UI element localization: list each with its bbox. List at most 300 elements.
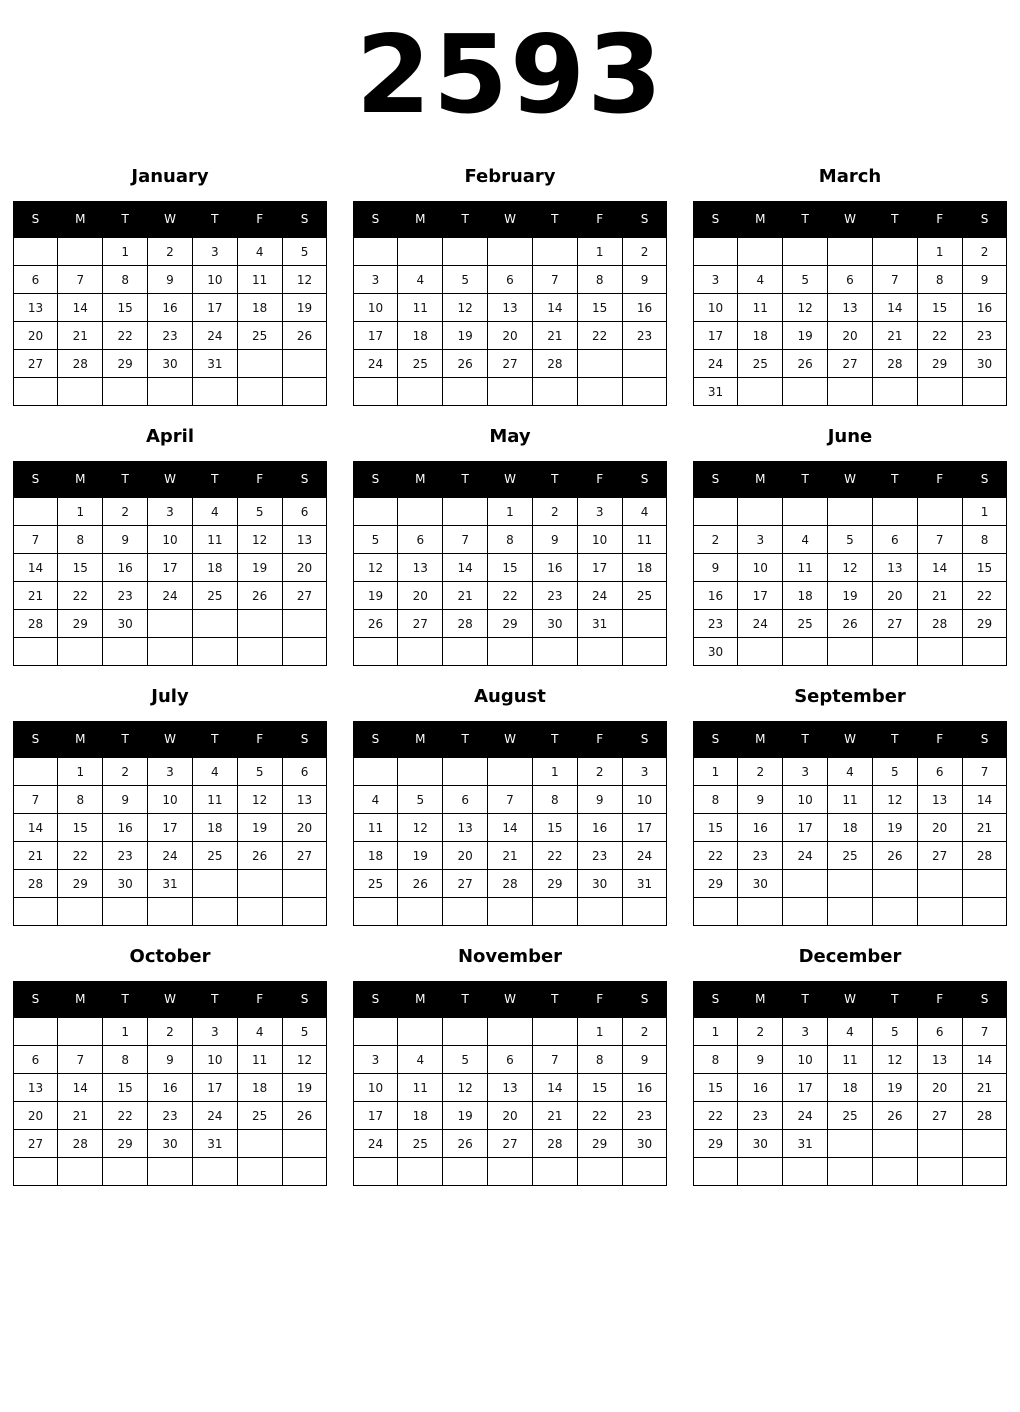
day-cell[interactable]: 27 [488, 1130, 533, 1158]
day-cell[interactable]: 28 [488, 870, 533, 898]
day-cell[interactable]: 19 [443, 322, 488, 350]
day-cell[interactable]: 16 [693, 582, 738, 610]
day-cell[interactable]: 4 [353, 786, 398, 814]
day-cell[interactable]: 15 [488, 554, 533, 582]
day-cell[interactable]: 6 [872, 526, 917, 554]
day-cell[interactable]: 7 [13, 786, 58, 814]
day-cell[interactable]: 6 [13, 266, 58, 294]
day-cell[interactable]: 13 [13, 1074, 58, 1102]
day-cell[interactable]: 10 [738, 554, 783, 582]
day-cell[interactable]: 22 [103, 322, 148, 350]
day-cell[interactable]: 17 [353, 1102, 398, 1130]
day-cell[interactable]: 4 [192, 498, 237, 526]
day-cell[interactable]: 4 [237, 1018, 282, 1046]
day-cell[interactable]: 17 [693, 322, 738, 350]
day-cell[interactable]: 14 [962, 786, 1007, 814]
day-cell[interactable]: 20 [488, 1102, 533, 1130]
day-cell[interactable]: 24 [783, 1102, 828, 1130]
day-cell[interactable]: 4 [738, 266, 783, 294]
day-cell[interactable]: 3 [693, 266, 738, 294]
day-cell[interactable]: 5 [282, 1018, 327, 1046]
day-cell[interactable]: 30 [738, 1130, 783, 1158]
day-cell[interactable]: 24 [738, 610, 783, 638]
day-cell[interactable]: 22 [577, 322, 622, 350]
day-cell[interactable]: 12 [872, 786, 917, 814]
day-cell[interactable]: 13 [282, 526, 327, 554]
day-cell[interactable]: 27 [917, 1102, 962, 1130]
day-cell[interactable]: 22 [103, 1102, 148, 1130]
day-cell[interactable]: 1 [962, 498, 1007, 526]
day-cell[interactable]: 8 [488, 526, 533, 554]
day-cell[interactable]: 10 [693, 294, 738, 322]
day-cell[interactable]: 16 [622, 1074, 667, 1102]
day-cell[interactable]: 25 [783, 610, 828, 638]
day-cell[interactable]: 17 [353, 322, 398, 350]
day-cell[interactable]: 28 [443, 610, 488, 638]
day-cell[interactable]: 19 [282, 1074, 327, 1102]
day-cell[interactable]: 30 [693, 638, 738, 666]
day-cell[interactable]: 28 [532, 1130, 577, 1158]
day-cell[interactable]: 4 [237, 238, 282, 266]
day-cell[interactable]: 27 [13, 1130, 58, 1158]
day-cell[interactable]: 30 [103, 870, 148, 898]
day-cell[interactable]: 24 [192, 322, 237, 350]
day-cell[interactable]: 28 [13, 870, 58, 898]
day-cell[interactable]: 12 [783, 294, 828, 322]
day-cell[interactable]: 20 [282, 814, 327, 842]
day-cell[interactable]: 16 [962, 294, 1007, 322]
day-cell[interactable]: 24 [192, 1102, 237, 1130]
day-cell[interactable]: 19 [872, 1074, 917, 1102]
day-cell[interactable]: 3 [353, 1046, 398, 1074]
day-cell[interactable]: 27 [282, 582, 327, 610]
day-cell[interactable]: 2 [738, 758, 783, 786]
day-cell[interactable]: 21 [13, 582, 58, 610]
day-cell[interactable]: 7 [488, 786, 533, 814]
day-cell[interactable]: 9 [738, 1046, 783, 1074]
day-cell[interactable]: 31 [783, 1130, 828, 1158]
day-cell[interactable]: 23 [148, 1102, 193, 1130]
day-cell[interactable]: 25 [353, 870, 398, 898]
day-cell[interactable]: 17 [192, 294, 237, 322]
day-cell[interactable]: 30 [148, 350, 193, 378]
day-cell[interactable]: 14 [917, 554, 962, 582]
day-cell[interactable]: 8 [693, 1046, 738, 1074]
day-cell[interactable]: 15 [693, 814, 738, 842]
day-cell[interactable]: 9 [577, 786, 622, 814]
day-cell[interactable]: 25 [828, 1102, 873, 1130]
day-cell[interactable]: 13 [488, 294, 533, 322]
day-cell[interactable]: 31 [148, 870, 193, 898]
day-cell[interactable]: 5 [237, 758, 282, 786]
day-cell[interactable]: 31 [693, 378, 738, 406]
day-cell[interactable]: 13 [13, 294, 58, 322]
day-cell[interactable]: 16 [103, 814, 148, 842]
day-cell[interactable]: 3 [783, 1018, 828, 1046]
day-cell[interactable]: 4 [828, 758, 873, 786]
day-cell[interactable]: 20 [488, 322, 533, 350]
day-cell[interactable]: 28 [962, 1102, 1007, 1130]
day-cell[interactable]: 19 [783, 322, 828, 350]
day-cell[interactable]: 7 [872, 266, 917, 294]
day-cell[interactable]: 18 [192, 814, 237, 842]
day-cell[interactable]: 21 [58, 1102, 103, 1130]
day-cell[interactable]: 23 [103, 842, 148, 870]
day-cell[interactable]: 20 [282, 554, 327, 582]
day-cell[interactable]: 9 [962, 266, 1007, 294]
day-cell[interactable]: 12 [398, 814, 443, 842]
day-cell[interactable]: 21 [58, 322, 103, 350]
day-cell[interactable]: 27 [917, 842, 962, 870]
day-cell[interactable]: 26 [237, 842, 282, 870]
day-cell[interactable]: 7 [13, 526, 58, 554]
day-cell[interactable]: 17 [192, 1074, 237, 1102]
day-cell[interactable]: 13 [917, 1046, 962, 1074]
day-cell[interactable]: 5 [443, 266, 488, 294]
day-cell[interactable]: 21 [532, 1102, 577, 1130]
day-cell[interactable]: 15 [917, 294, 962, 322]
day-cell[interactable]: 6 [488, 1046, 533, 1074]
day-cell[interactable]: 9 [103, 786, 148, 814]
day-cell[interactable]: 6 [282, 498, 327, 526]
day-cell[interactable]: 7 [962, 758, 1007, 786]
day-cell[interactable]: 6 [443, 786, 488, 814]
day-cell[interactable]: 8 [917, 266, 962, 294]
day-cell[interactable]: 15 [103, 294, 148, 322]
day-cell[interactable]: 1 [58, 758, 103, 786]
day-cell[interactable]: 15 [58, 814, 103, 842]
day-cell[interactable]: 17 [148, 814, 193, 842]
day-cell[interactable]: 19 [443, 1102, 488, 1130]
day-cell[interactable]: 6 [398, 526, 443, 554]
day-cell[interactable]: 26 [398, 870, 443, 898]
day-cell[interactable]: 25 [192, 582, 237, 610]
day-cell[interactable]: 22 [962, 582, 1007, 610]
day-cell[interactable]: 8 [532, 786, 577, 814]
day-cell[interactable]: 30 [622, 1130, 667, 1158]
day-cell[interactable]: 12 [443, 294, 488, 322]
day-cell[interactable]: 18 [192, 554, 237, 582]
day-cell[interactable]: 16 [148, 294, 193, 322]
day-cell[interactable]: 28 [13, 610, 58, 638]
day-cell[interactable]: 30 [577, 870, 622, 898]
day-cell[interactable]: 7 [532, 266, 577, 294]
day-cell[interactable]: 26 [443, 1130, 488, 1158]
day-cell[interactable]: 3 [738, 526, 783, 554]
day-cell[interactable]: 18 [237, 294, 282, 322]
day-cell[interactable]: 20 [872, 582, 917, 610]
day-cell[interactable]: 10 [577, 526, 622, 554]
day-cell[interactable]: 6 [488, 266, 533, 294]
day-cell[interactable]: 18 [783, 582, 828, 610]
day-cell[interactable]: 19 [237, 554, 282, 582]
day-cell[interactable]: 5 [353, 526, 398, 554]
day-cell[interactable]: 1 [693, 758, 738, 786]
day-cell[interactable]: 21 [443, 582, 488, 610]
day-cell[interactable]: 20 [828, 322, 873, 350]
day-cell[interactable]: 7 [962, 1018, 1007, 1046]
day-cell[interactable]: 1 [103, 238, 148, 266]
day-cell[interactable]: 5 [443, 1046, 488, 1074]
day-cell[interactable]: 16 [148, 1074, 193, 1102]
day-cell[interactable]: 2 [148, 1018, 193, 1046]
day-cell[interactable]: 2 [693, 526, 738, 554]
day-cell[interactable]: 7 [58, 266, 103, 294]
day-cell[interactable]: 9 [622, 1046, 667, 1074]
day-cell[interactable]: 16 [738, 814, 783, 842]
day-cell[interactable]: 15 [58, 554, 103, 582]
day-cell[interactable]: 3 [622, 758, 667, 786]
day-cell[interactable]: 12 [353, 554, 398, 582]
day-cell[interactable]: 27 [488, 350, 533, 378]
day-cell[interactable]: 14 [872, 294, 917, 322]
day-cell[interactable]: 4 [783, 526, 828, 554]
day-cell[interactable]: 5 [828, 526, 873, 554]
day-cell[interactable]: 24 [148, 582, 193, 610]
day-cell[interactable]: 19 [398, 842, 443, 870]
day-cell[interactable]: 29 [577, 1130, 622, 1158]
day-cell[interactable]: 4 [192, 758, 237, 786]
day-cell[interactable]: 2 [962, 238, 1007, 266]
day-cell[interactable]: 14 [532, 1074, 577, 1102]
day-cell[interactable]: 25 [738, 350, 783, 378]
day-cell[interactable]: 30 [962, 350, 1007, 378]
day-cell[interactable]: 17 [622, 814, 667, 842]
day-cell[interactable]: 5 [237, 498, 282, 526]
day-cell[interactable]: 18 [622, 554, 667, 582]
day-cell[interactable]: 10 [783, 1046, 828, 1074]
day-cell[interactable]: 30 [148, 1130, 193, 1158]
day-cell[interactable]: 19 [828, 582, 873, 610]
day-cell[interactable]: 29 [103, 1130, 148, 1158]
day-cell[interactable]: 25 [398, 1130, 443, 1158]
day-cell[interactable]: 15 [577, 294, 622, 322]
day-cell[interactable]: 10 [148, 526, 193, 554]
day-cell[interactable]: 28 [917, 610, 962, 638]
day-cell[interactable]: 27 [443, 870, 488, 898]
day-cell[interactable]: 28 [532, 350, 577, 378]
day-cell[interactable]: 9 [738, 786, 783, 814]
day-cell[interactable]: 18 [353, 842, 398, 870]
day-cell[interactable]: 15 [693, 1074, 738, 1102]
day-cell[interactable]: 12 [237, 786, 282, 814]
day-cell[interactable]: 17 [148, 554, 193, 582]
day-cell[interactable]: 5 [783, 266, 828, 294]
day-cell[interactable]: 7 [443, 526, 488, 554]
day-cell[interactable]: 20 [443, 842, 488, 870]
day-cell[interactable]: 13 [828, 294, 873, 322]
day-cell[interactable]: 1 [577, 238, 622, 266]
day-cell[interactable]: 14 [13, 554, 58, 582]
day-cell[interactable]: 15 [103, 1074, 148, 1102]
day-cell[interactable]: 14 [13, 814, 58, 842]
day-cell[interactable]: 9 [148, 266, 193, 294]
day-cell[interactable]: 13 [282, 786, 327, 814]
day-cell[interactable]: 21 [532, 322, 577, 350]
day-cell[interactable]: 2 [622, 238, 667, 266]
day-cell[interactable]: 11 [622, 526, 667, 554]
day-cell[interactable]: 6 [828, 266, 873, 294]
day-cell[interactable]: 23 [693, 610, 738, 638]
day-cell[interactable]: 24 [783, 842, 828, 870]
day-cell[interactable]: 3 [783, 758, 828, 786]
day-cell[interactable]: 22 [532, 842, 577, 870]
day-cell[interactable]: 25 [237, 1102, 282, 1130]
day-cell[interactable]: 6 [917, 758, 962, 786]
day-cell[interactable]: 8 [962, 526, 1007, 554]
day-cell[interactable]: 29 [103, 350, 148, 378]
day-cell[interactable]: 24 [353, 1130, 398, 1158]
day-cell[interactable]: 13 [872, 554, 917, 582]
day-cell[interactable]: 5 [282, 238, 327, 266]
day-cell[interactable]: 17 [577, 554, 622, 582]
day-cell[interactable]: 18 [398, 322, 443, 350]
day-cell[interactable]: 1 [103, 1018, 148, 1046]
day-cell[interactable]: 23 [148, 322, 193, 350]
day-cell[interactable]: 1 [917, 238, 962, 266]
day-cell[interactable]: 15 [532, 814, 577, 842]
day-cell[interactable]: 26 [237, 582, 282, 610]
day-cell[interactable]: 22 [58, 842, 103, 870]
day-cell[interactable]: 27 [13, 350, 58, 378]
day-cell[interactable]: 22 [693, 842, 738, 870]
day-cell[interactable]: 16 [738, 1074, 783, 1102]
day-cell[interactable]: 28 [58, 1130, 103, 1158]
day-cell[interactable]: 28 [872, 350, 917, 378]
day-cell[interactable]: 26 [783, 350, 828, 378]
day-cell[interactable]: 8 [103, 1046, 148, 1074]
day-cell[interactable]: 5 [872, 758, 917, 786]
day-cell[interactable]: 3 [192, 1018, 237, 1046]
day-cell[interactable]: 23 [962, 322, 1007, 350]
day-cell[interactable]: 2 [622, 1018, 667, 1046]
day-cell[interactable]: 23 [738, 842, 783, 870]
day-cell[interactable]: 11 [828, 1046, 873, 1074]
day-cell[interactable]: 1 [488, 498, 533, 526]
day-cell[interactable]: 21 [962, 814, 1007, 842]
day-cell[interactable]: 26 [872, 842, 917, 870]
day-cell[interactable]: 29 [693, 870, 738, 898]
day-cell[interactable]: 14 [443, 554, 488, 582]
day-cell[interactable]: 10 [353, 1074, 398, 1102]
day-cell[interactable]: 5 [872, 1018, 917, 1046]
day-cell[interactable]: 3 [148, 498, 193, 526]
day-cell[interactable]: 2 [103, 758, 148, 786]
day-cell[interactable]: 24 [622, 842, 667, 870]
day-cell[interactable]: 11 [192, 526, 237, 554]
day-cell[interactable]: 4 [828, 1018, 873, 1046]
day-cell[interactable]: 10 [192, 266, 237, 294]
day-cell[interactable]: 18 [828, 814, 873, 842]
day-cell[interactable]: 18 [738, 322, 783, 350]
day-cell[interactable]: 4 [398, 266, 443, 294]
day-cell[interactable]: 1 [532, 758, 577, 786]
day-cell[interactable]: 12 [443, 1074, 488, 1102]
day-cell[interactable]: 10 [783, 786, 828, 814]
day-cell[interactable]: 2 [532, 498, 577, 526]
day-cell[interactable]: 17 [738, 582, 783, 610]
day-cell[interactable]: 28 [58, 350, 103, 378]
day-cell[interactable]: 20 [917, 1074, 962, 1102]
day-cell[interactable]: 20 [13, 322, 58, 350]
day-cell[interactable]: 29 [532, 870, 577, 898]
day-cell[interactable]: 24 [693, 350, 738, 378]
day-cell[interactable]: 4 [398, 1046, 443, 1074]
day-cell[interactable]: 12 [282, 1046, 327, 1074]
day-cell[interactable]: 23 [622, 322, 667, 350]
day-cell[interactable]: 23 [738, 1102, 783, 1130]
day-cell[interactable]: 26 [282, 1102, 327, 1130]
day-cell[interactable]: 11 [783, 554, 828, 582]
day-cell[interactable]: 19 [872, 814, 917, 842]
day-cell[interactable]: 16 [103, 554, 148, 582]
day-cell[interactable]: 18 [398, 1102, 443, 1130]
day-cell[interactable]: 17 [783, 1074, 828, 1102]
day-cell[interactable]: 13 [917, 786, 962, 814]
day-cell[interactable]: 28 [962, 842, 1007, 870]
day-cell[interactable]: 1 [58, 498, 103, 526]
day-cell[interactable]: 31 [192, 350, 237, 378]
day-cell[interactable]: 10 [148, 786, 193, 814]
day-cell[interactable]: 4 [622, 498, 667, 526]
day-cell[interactable]: 26 [872, 1102, 917, 1130]
day-cell[interactable]: 25 [398, 350, 443, 378]
day-cell[interactable]: 2 [738, 1018, 783, 1046]
day-cell[interactable]: 14 [488, 814, 533, 842]
day-cell[interactable]: 14 [962, 1046, 1007, 1074]
day-cell[interactable]: 21 [962, 1074, 1007, 1102]
day-cell[interactable]: 30 [532, 610, 577, 638]
day-cell[interactable]: 21 [488, 842, 533, 870]
day-cell[interactable]: 12 [828, 554, 873, 582]
day-cell[interactable]: 23 [622, 1102, 667, 1130]
day-cell[interactable]: 7 [532, 1046, 577, 1074]
day-cell[interactable]: 18 [828, 1074, 873, 1102]
day-cell[interactable]: 7 [917, 526, 962, 554]
day-cell[interactable]: 6 [282, 758, 327, 786]
day-cell[interactable]: 31 [577, 610, 622, 638]
day-cell[interactable]: 14 [58, 1074, 103, 1102]
day-cell[interactable]: 19 [282, 294, 327, 322]
day-cell[interactable]: 24 [148, 842, 193, 870]
day-cell[interactable]: 12 [872, 1046, 917, 1074]
day-cell[interactable]: 12 [282, 266, 327, 294]
day-cell[interactable]: 11 [398, 1074, 443, 1102]
day-cell[interactable]: 8 [577, 1046, 622, 1074]
day-cell[interactable]: 9 [103, 526, 148, 554]
day-cell[interactable]: 14 [532, 294, 577, 322]
day-cell[interactable]: 20 [398, 582, 443, 610]
day-cell[interactable]: 22 [577, 1102, 622, 1130]
day-cell[interactable]: 8 [103, 266, 148, 294]
day-cell[interactable]: 12 [237, 526, 282, 554]
day-cell[interactable]: 27 [398, 610, 443, 638]
day-cell[interactable]: 29 [962, 610, 1007, 638]
day-cell[interactable]: 10 [192, 1046, 237, 1074]
day-cell[interactable]: 11 [828, 786, 873, 814]
day-cell[interactable]: 23 [103, 582, 148, 610]
day-cell[interactable]: 9 [622, 266, 667, 294]
day-cell[interactable]: 19 [353, 582, 398, 610]
day-cell[interactable]: 30 [103, 610, 148, 638]
day-cell[interactable]: 22 [693, 1102, 738, 1130]
day-cell[interactable]: 29 [58, 610, 103, 638]
day-cell[interactable]: 14 [58, 294, 103, 322]
day-cell[interactable]: 21 [917, 582, 962, 610]
day-cell[interactable]: 19 [237, 814, 282, 842]
day-cell[interactable]: 25 [828, 842, 873, 870]
day-cell[interactable]: 30 [738, 870, 783, 898]
